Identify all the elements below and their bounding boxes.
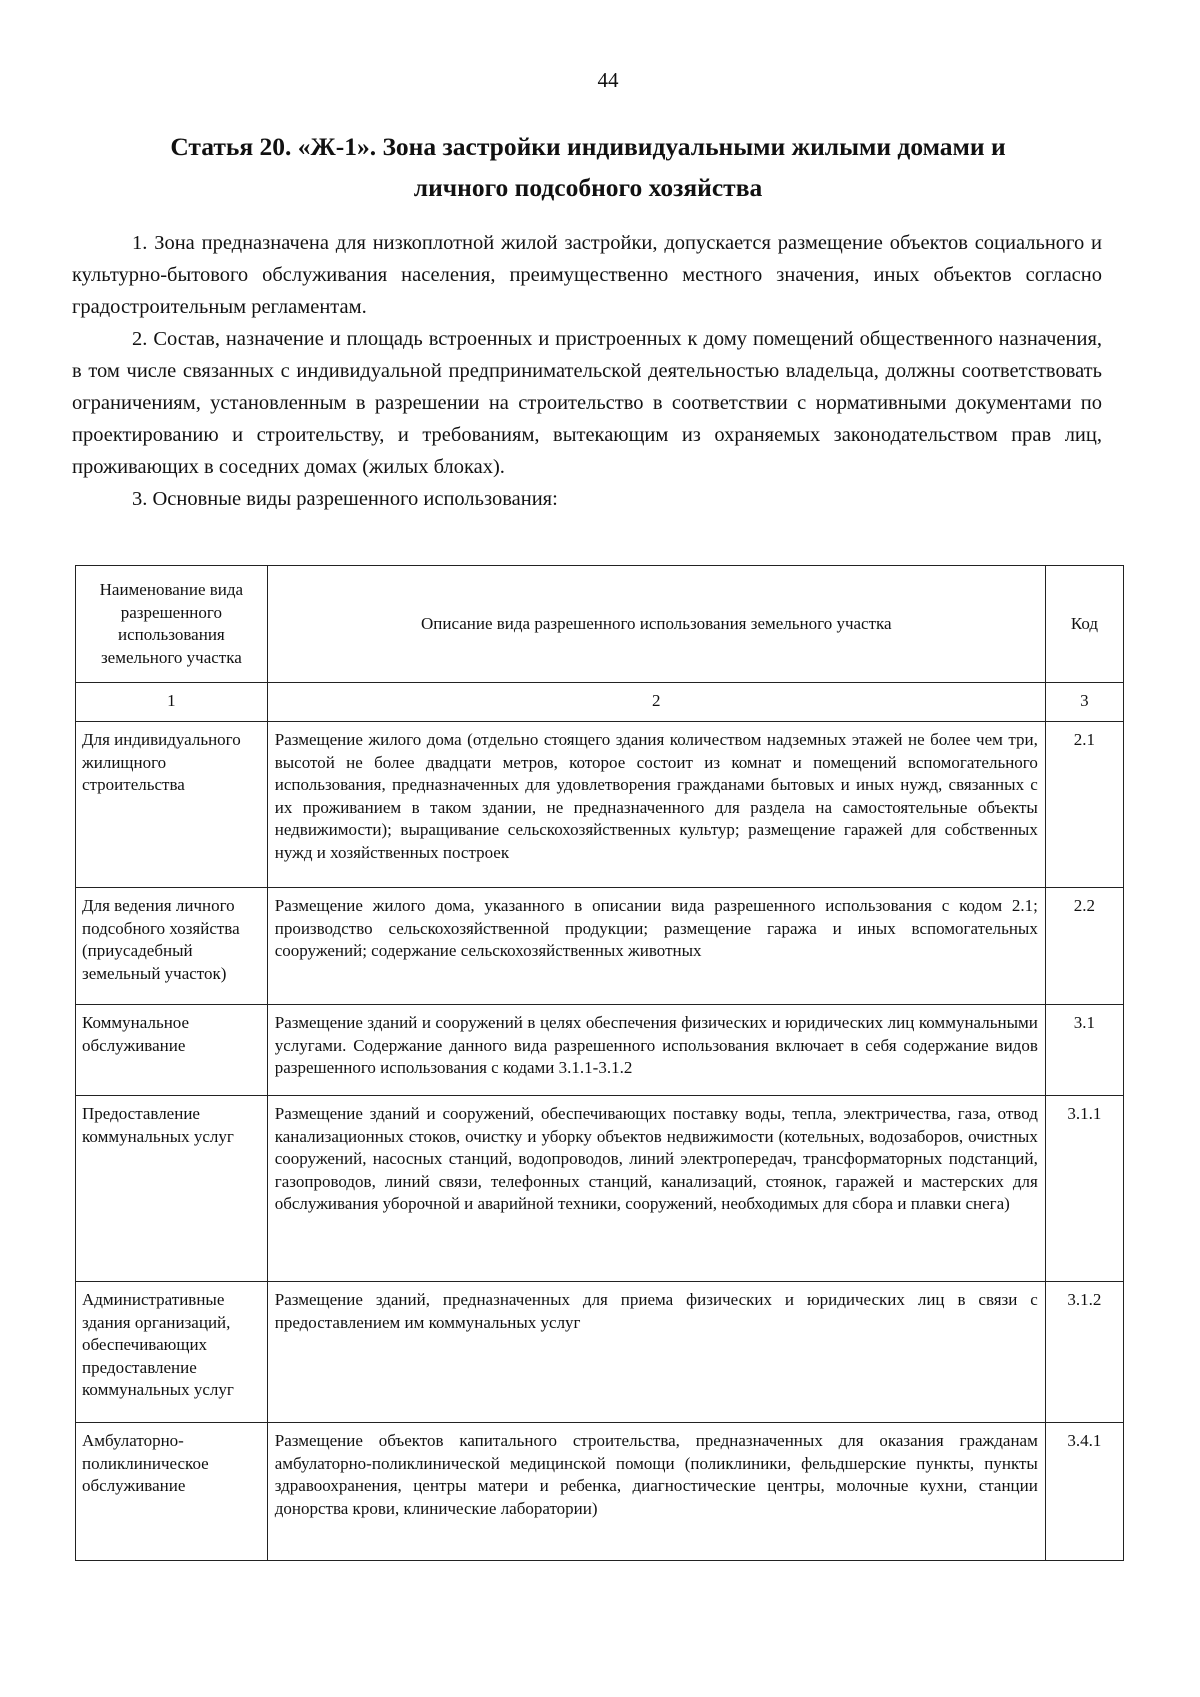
- article-title-line-1: Статья 20. «Ж-1». Зона застройки индивидуальными жилыми домами и: [170, 132, 1006, 161]
- use-code: 3.1.1: [1045, 1096, 1123, 1282]
- use-description: Размещение жилого дома (отдельно стоящего здания количеством надземных этажей не более чем три, высотой не более двадцати метров, которое состоит из комнат и помещений вспомогательного использования, предназначенных для удовлетворения гражданами бытовых и иных нужд, связанных с их проживанием в таком здании, не предназначенного для раздела на самостоятельные объекты недвижимости); выращивание сельскохозяйственных культур; размещение гаражей для собственных нужд и хозяйственных построек: [267, 722, 1045, 888]
- use-description: Размещение зданий и сооружений, обеспечивающих поставку воды, тепла, электричества, газа, отвод канализационных стоков, очистку и уборку объектов недвижимости (котельных, водозаборов, очистных сооружений, насосных станций, водопроводов, линий электропередач, трансформаторных подстанций, газопроводов, линий связи, телефонных станций, канализаций, стоянок, гаражей и мастерских для обслуживания уборочной и аварийной техники, сооружений, необходимых для сбора и плавки снега): [267, 1096, 1045, 1282]
- use-description: Размещение зданий и сооружений в целях обеспечения физических и юридических лиц коммунальными услугами. Содержание данного вида разрешенного использования включает в себя содержание видов разрешенного использования с кодами 3.1.1-3.1.2: [267, 1005, 1045, 1096]
- table-row: [76, 888, 1124, 1005]
- column-number-1: 1: [76, 683, 268, 722]
- use-description: Размещение зданий, предназначенных для приема физических и юридических лиц в связи с предоставлением им коммунальных услуг: [267, 1282, 1045, 1423]
- use-code: 2.2: [1045, 888, 1123, 1005]
- table-row: [76, 1423, 1124, 1561]
- use-code: 3.4.1: [1045, 1423, 1123, 1561]
- paragraph-2: 2. Состав, назначение и площадь встроенных и пристроенных к дому помещений общественного назначения, в том числе связанных с индивидуальной предпринимательской деятельностью владельца, должны соответствовать ограничениям, установленным в разрешении на строительство в соответствии с нормативными документами по проектированию и строительству, и требованиям, вытекающим из охраняемых законодательством прав лиц, проживающих в соседних домах (жилых блоках).: [72, 328, 1102, 478]
- table-row: [76, 1282, 1124, 1423]
- use-name: Административные здания организаций, обеспечивающих предоставление коммунальных услуг: [76, 1282, 268, 1423]
- page-number: 44: [597, 68, 619, 92]
- use-name: Для индивидуального жилищного строительства: [76, 722, 268, 888]
- permitted-use-table: [75, 565, 1124, 1561]
- table-header-row: [76, 566, 1124, 683]
- paragraph-3: 3. Основные виды разрешенного использования:: [132, 488, 558, 510]
- use-name: Предоставление коммунальных услуг: [76, 1096, 268, 1282]
- table-row: [76, 1005, 1124, 1096]
- header-cell-code: Код: [1045, 566, 1123, 683]
- use-name: Амбулаторно-поликлиническое обслуживание: [76, 1423, 268, 1561]
- table-row: [76, 1096, 1124, 1282]
- paragraph-1: 1. Зона предназначена для низкоплотной жилой застройки, допускается размещение объектов социального и культурно-бытового обслуживания населения, преимущественно местного значения, иных объектов согласно градостроительным регламентам.: [72, 232, 1102, 318]
- use-description: Размещение объектов капитального строительства, предназначенных для оказания гражданам амбулаторно-поликлинической медицинской помощи (поликлиники, фельдшерские пункты, пункты здравоохранения, центры матери и ребенка, диагностические центры, молочные кухни, станции донорства крови, клинические лаборатории): [267, 1423, 1045, 1561]
- column-number-3: 3: [1045, 683, 1123, 722]
- article-body: [72, 227, 1102, 515]
- header-cell-name: Наименование вида разрешенного использования земельного участка: [76, 566, 268, 683]
- article-title-line-2: личного подсобного хозяйства: [413, 173, 763, 202]
- use-name: Для ведения личного подсобного хозяйства (приусадебный земельный участок): [76, 888, 268, 1005]
- column-number-row: [76, 683, 1124, 722]
- use-description: Размещение жилого дома, указанного в описании вида разрешенного использования с кодом 2.1; производство сельскохозяйственной продукции; размещение гаража и иных вспомогательных сооружений; содержание сельскохозяйственных животных: [267, 888, 1045, 1005]
- use-name: Коммунальное обслуживание: [76, 1005, 268, 1096]
- use-code: 2.1: [1045, 722, 1123, 888]
- header-cell-description: Описание вида разрешенного использования земельного участка: [267, 566, 1045, 683]
- article-title: [72, 126, 1104, 208]
- use-code: 3.1.2: [1045, 1282, 1123, 1423]
- use-code: 3.1: [1045, 1005, 1123, 1096]
- table-row: [76, 722, 1124, 888]
- column-number-2: 2: [267, 683, 1045, 722]
